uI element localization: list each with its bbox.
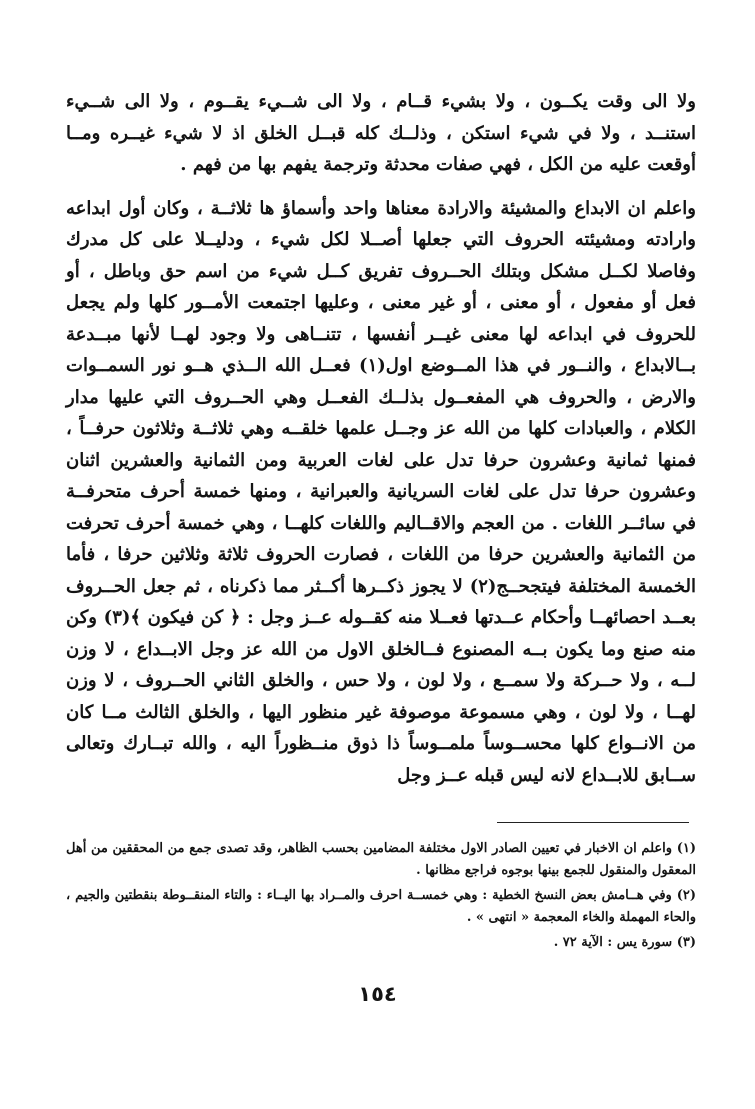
footnote-3: (٣) سورة يس : الآية ٧٢ . — [553, 935, 696, 950]
footnote-1: (١) واعلم ان الاخبار في تعيين الصادر الاول مختلفة المضامين بحسب الظاهر، وقد تصدى جمع من المحققين من أهل المعقول والمنقول للجمع بينها بوجوه فراجع مظانها . — [66, 841, 696, 878]
page-number: ١٥٤ — [358, 982, 397, 1006]
footnote-2: (٢) وفي هــامش بعض النسخ الخطية : وهي خمســة احرف والمــراد بها اليــاء : والتاء المنقــوطة بنقطتين والجيم ، والحاء المهملة والخاء المعجمة « انتهى » . — [66, 888, 696, 925]
footnotes — [66, 838, 696, 957]
paragraph-2: واعلم ان الابداع والمشيئة والارادة معناها واحد وأسماؤ ها ثلاثــة ، وكان أول ابداعه وارادته ومشيئته الحروف التي جعلها أصــلا لكل شيء ، ودليــلا على كل مدرك وفاصلا لكــل مشكل وبتلك الحــروف تفريق كــل شيء من اسم حق وباطل ، أو فعل أو مفعول ، أو معنى ، أو غير معنى ، وعليها اجتمعت الأمــور كلها ولم يجعل للحروف في ابداعه لها معنى غيــر أنفسها ، تتنــاهى ولا وجود لهــا لأنها مبــدعة بــالابداع ، والنــور في هذا المــوضع اول(١) فعــل الله الــذي هــو نور السمــوات والارض ، والحروف هي المفعــول بذلــك الفعــل وهي الحــروف التي عليها مدار الكلام ، والعبادات كلها من الله عز وجــل علمها خلقــه وهي ثلاثــة وثلاثون حرفــاً ، فمنها ثمانية وعشرون حرفا تدل على لغات العربية ومن الثمانية والعشرين اثنان وعشرون حرفا تدل على لغات السريانية والعبرانية ، ومنها خمسة أحرف متحرفــة في سائــر اللغات . من العجم والاقــاليم واللغات كلهــا ، وهي خمسة أحرف تحرفت من الثمانية والعشرين حرفا من اللغات ، فصارت الحروف ثلاثة وثلاثين حرفا ، فأما الخمسة المختلفة فيتجحــج(٢) لا يجوز ذكــرها أكــثر مما ذكرناه ، ثم جعل الحــروف بعــد احصائهــا وأحكام عــدتها فعــلا منه كقــوله عــز وجل : ﴿ كن فيكون ﴾(٣) وكن منه صنع وما يكون بــه المصنوع فــالخلق الاول من الله عز وجل الابــداع ، لا وزن لــه ، ولا حــركة ولا سمــع ، ولا لون ، ولا حس ، والخلق الثاني الحــروف ، لا وزن لهــا ، ولا لون ، وهي مسموعة موصوفة غير منظور اليها ، والخلق الثالث مــا كان من الانــواع كلها محســوساً ملمــوساً ذا ذوق منــظوراً اليه ، والله تبــارك وتعالى ســابق للابــداع لانه ليس قبله عــز وجل — [66, 197, 696, 786]
footnote-separator — [497, 822, 689, 823]
main-text — [66, 86, 696, 791]
paragraph-1: ولا الى وقت يكــون ، ولا بشيء قــام ، ولا الى شــيء يقــوم ، ولا الى شــيء استنــد ، ولا في شيء استكن ، وذلــك كله قبــل الخلق اذ لا شيء غيــره ومــا أوقعت عليه من الكل ، فهي صفات محدثة وترجمة يفهم بها من فهم . — [66, 91, 696, 175]
